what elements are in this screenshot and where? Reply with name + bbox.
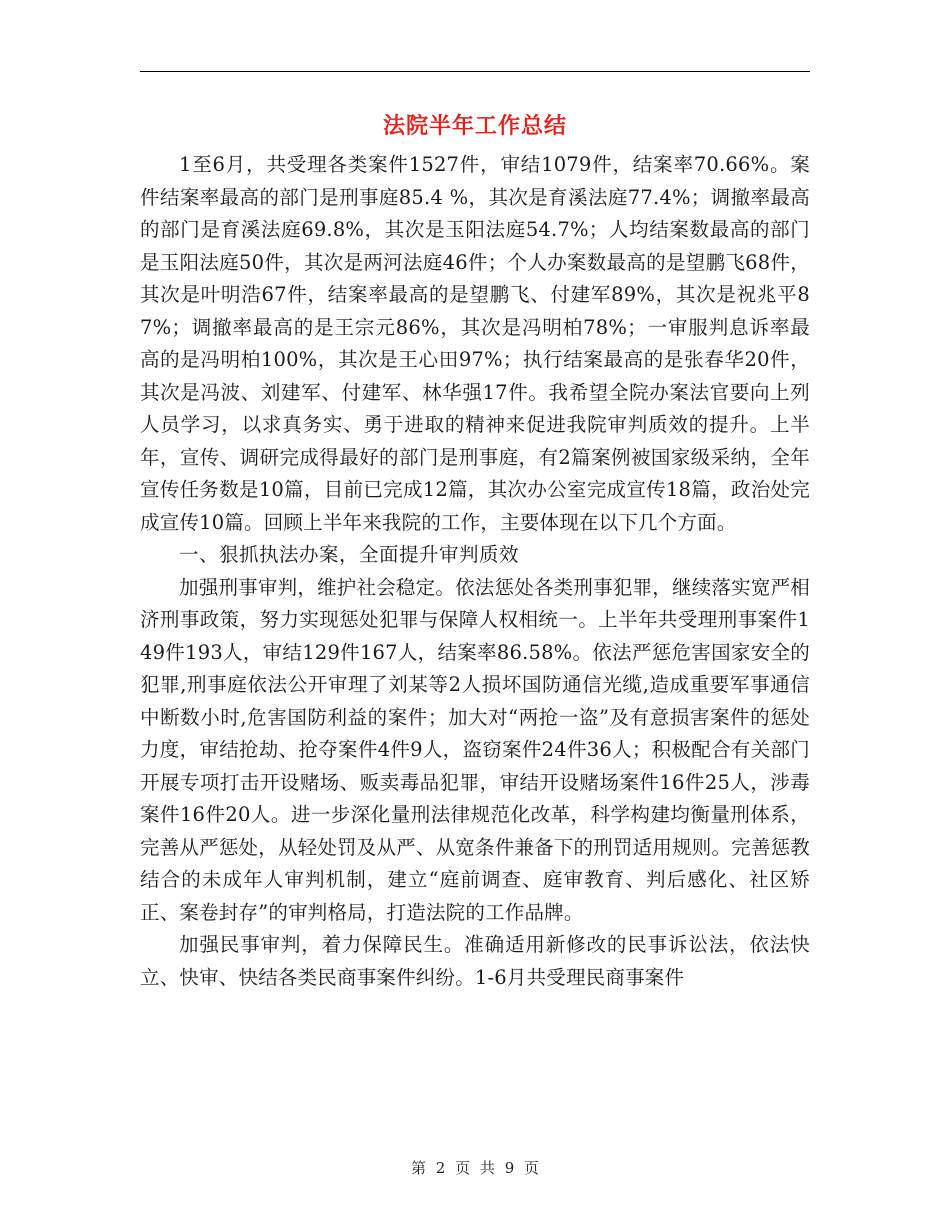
footer-current-page: 2	[435, 1159, 446, 1177]
section-heading: 一、狠抓执法办案，全面提升审判质效	[179, 543, 520, 566]
footer-total-unit: 页	[524, 1159, 540, 1177]
summary-paragraph: 1至6月，共受理各类案件1527件，审结1079件，结案率70.66%。案件结案率最高的部门是刑事庭85.4 %，其次是育溪法庭77.4%；调撤率最高的部门是育溪法庭69.8%，其次是玉阳法庭54.7%；人均结案数最高的部门是玉阳法庭50件，其次是两河法庭46件；个人办案数最高的是望鹏飞68件，其次是叶明浩67件，结案率最高的是望鹏飞、付建军89%，其次是祝兆平87%；调撤率最高的是王宗元86%，其次是冯明柏78%；一审服判息诉率最高的是冯明柏100%，其次是王心田97%；执行结案最高的是张春华20件，其次是冯波、刘建军、付建军、林华强17件。我希望全院办案法官要向上列人员学习，以求真务实、勇于进取的精神来促进我院审判质效的提升。上半年，宣传、调研完成得最好的部门是刑事庭，有2篇案例被国家级采纳，全年宣传任务数是10篇，目前已完成12篇，其次办公室完成宣传18篇，政治处完成宣传10篇。回顾上半年来我院的工作，主要体现在以下几个方面。	[140, 153, 810, 534]
header-rule	[140, 71, 810, 72]
footer-total-pages: 9	[504, 1159, 515, 1177]
footer-total-label: 共	[479, 1159, 495, 1177]
criminal-trial-paragraph: 加强刑事审判，维护社会稳定。依法惩处各类刑事犯罪，继续落实宽严相济刑事政策，努力实现惩处犯罪与保障人权相统一。上半年共受理刑事案件149件193人，审结129件167人，结案率86.58%。依法严惩危害国家安全的犯罪,刑事庭依法公开审理了刘某等2人损坏国防通信光缆,造成重要军事通信中断数小时,危害国防利益的案件；加大对“两抢一盗”及有意损害案件的惩处力度，审结抢劫、抢夺案件4件9人，盗窃案件24件36人；积极配合有关部门开展专项打击开设赌场、贩卖毒品犯罪，审结开设赌场案件16件25人，涉毒案件16件20人。进一步深化量刑法律规范化改革，科学构建均衡量刑体系，完善从严惩处，从轻处罚及从严、从宽条件兼备下的刑罚适用规则。完善惩教结合的未成年人审判机制，建立“庭前调查、庭审教育、判后感化、社区矫正、案卷封存”的审判格局，打造法院的工作品牌。	[140, 575, 810, 924]
page-footer	[140, 1157, 810, 1178]
document-title: 法院半年工作总结	[382, 114, 567, 139]
document-body	[140, 149, 810, 994]
footer-page-label: 第	[410, 1159, 426, 1177]
footer-page-unit: 页	[455, 1159, 471, 1177]
civil-trial-paragraph: 加强民事审判，着力保障民生。准确适用新修改的民事诉讼法，依法快立、快审、快结各类民商事案件纠纷。1-6月共受理民商事案件	[140, 933, 810, 989]
